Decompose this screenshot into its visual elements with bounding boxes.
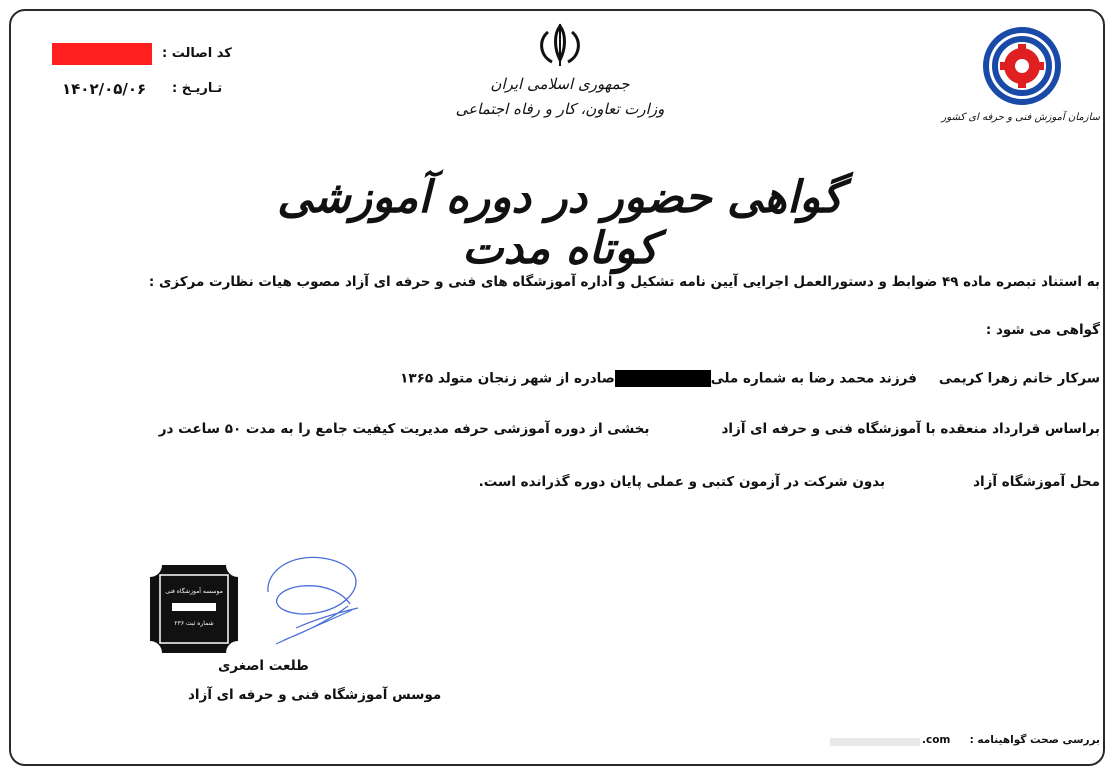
body-line-contract [159, 421, 1100, 437]
certificate-title: گواهی حضور در دوره آموزشی کوتاه مدت [277, 172, 843, 274]
course-text: بخشی از دوره آموزشی حرفه مدیریت کیفیت جامع را به مدت ۵۰ ساعت در [158, 421, 650, 437]
certificate-code-redaction [52, 43, 152, 65]
signature-scribble [240, 548, 370, 648]
iran-emblem-icon [528, 22, 592, 68]
location-text: محل آموزشگاه آزاد [973, 474, 1100, 490]
person-name: سرکار خانم زهرا کریمی [938, 370, 1100, 387]
verification-url-redaction [830, 738, 920, 746]
body-line-preamble: به استناد تبصره ماده ۴۹ ضوابط و دستورالعمل اجرایی آیین نامه تشکیل و اداره آموزشگاه های فنی و حرفه ای آزاد مصوب هیات نظارت مرکزی : [148, 274, 1100, 290]
body-line-certify: گواهی می شود : [985, 322, 1100, 338]
body-line-person [400, 370, 1100, 387]
certificate-code-label: کد اصالت : [162, 46, 232, 61]
svg-text:شماره ثبت ۲۳۶: شماره ثبت ۲۳۶ [174, 620, 214, 627]
signatory-name: طلعت اصغری [218, 658, 309, 674]
emblem-line-1: جمهوری اسلامی ایران [490, 75, 630, 93]
certificate-code-block [52, 43, 252, 65]
certificate-date-value: ۱۴۰۲/۰۵/۰۶ [62, 80, 147, 98]
verification-label: بررسی صحت گواهینامه : [969, 734, 1100, 746]
national-id-redaction [615, 370, 711, 387]
person-birthplace: صادره از شهر زنجان متولد ۱۳۶۵ [400, 370, 615, 387]
signature-icon [240, 548, 370, 648]
body-line-completion [479, 474, 1100, 490]
completion-text: بدون شرکت در آزمون کتبی و عملی پایان دوره گذرانده است. [478, 474, 886, 490]
svg-text:موسسه آموزشگاه فنی: موسسه آموزشگاه فنی [165, 588, 223, 595]
verification-line [830, 734, 1100, 750]
tvto-logo [982, 26, 1062, 106]
iran-emblem [528, 22, 592, 68]
certificate-date-block [62, 80, 252, 102]
seal-stamp-icon [148, 563, 240, 655]
contract-text: براساس قرارداد منعقده با آموزشگاه فنی و حرفه ای آزاد [721, 421, 1100, 437]
certificate-date-label: تـاریـخ : [172, 81, 223, 96]
person-father-id: فرزند محمد رضا به شماره ملی [710, 370, 917, 387]
seal-stamp [148, 563, 240, 655]
tvto-logo-icon [982, 26, 1062, 106]
signatory-organization: موسس آموزشگاه فنی و حرفه ای آزاد [188, 687, 442, 703]
emblem-line-2: وزارت تعاون، کار و رفاه اجتماعی [455, 100, 665, 118]
verification-url-suffix: .com [922, 734, 951, 746]
tvto-logo-caption: سازمان آموزش فنی و حرفه ای کشور [941, 112, 1100, 123]
